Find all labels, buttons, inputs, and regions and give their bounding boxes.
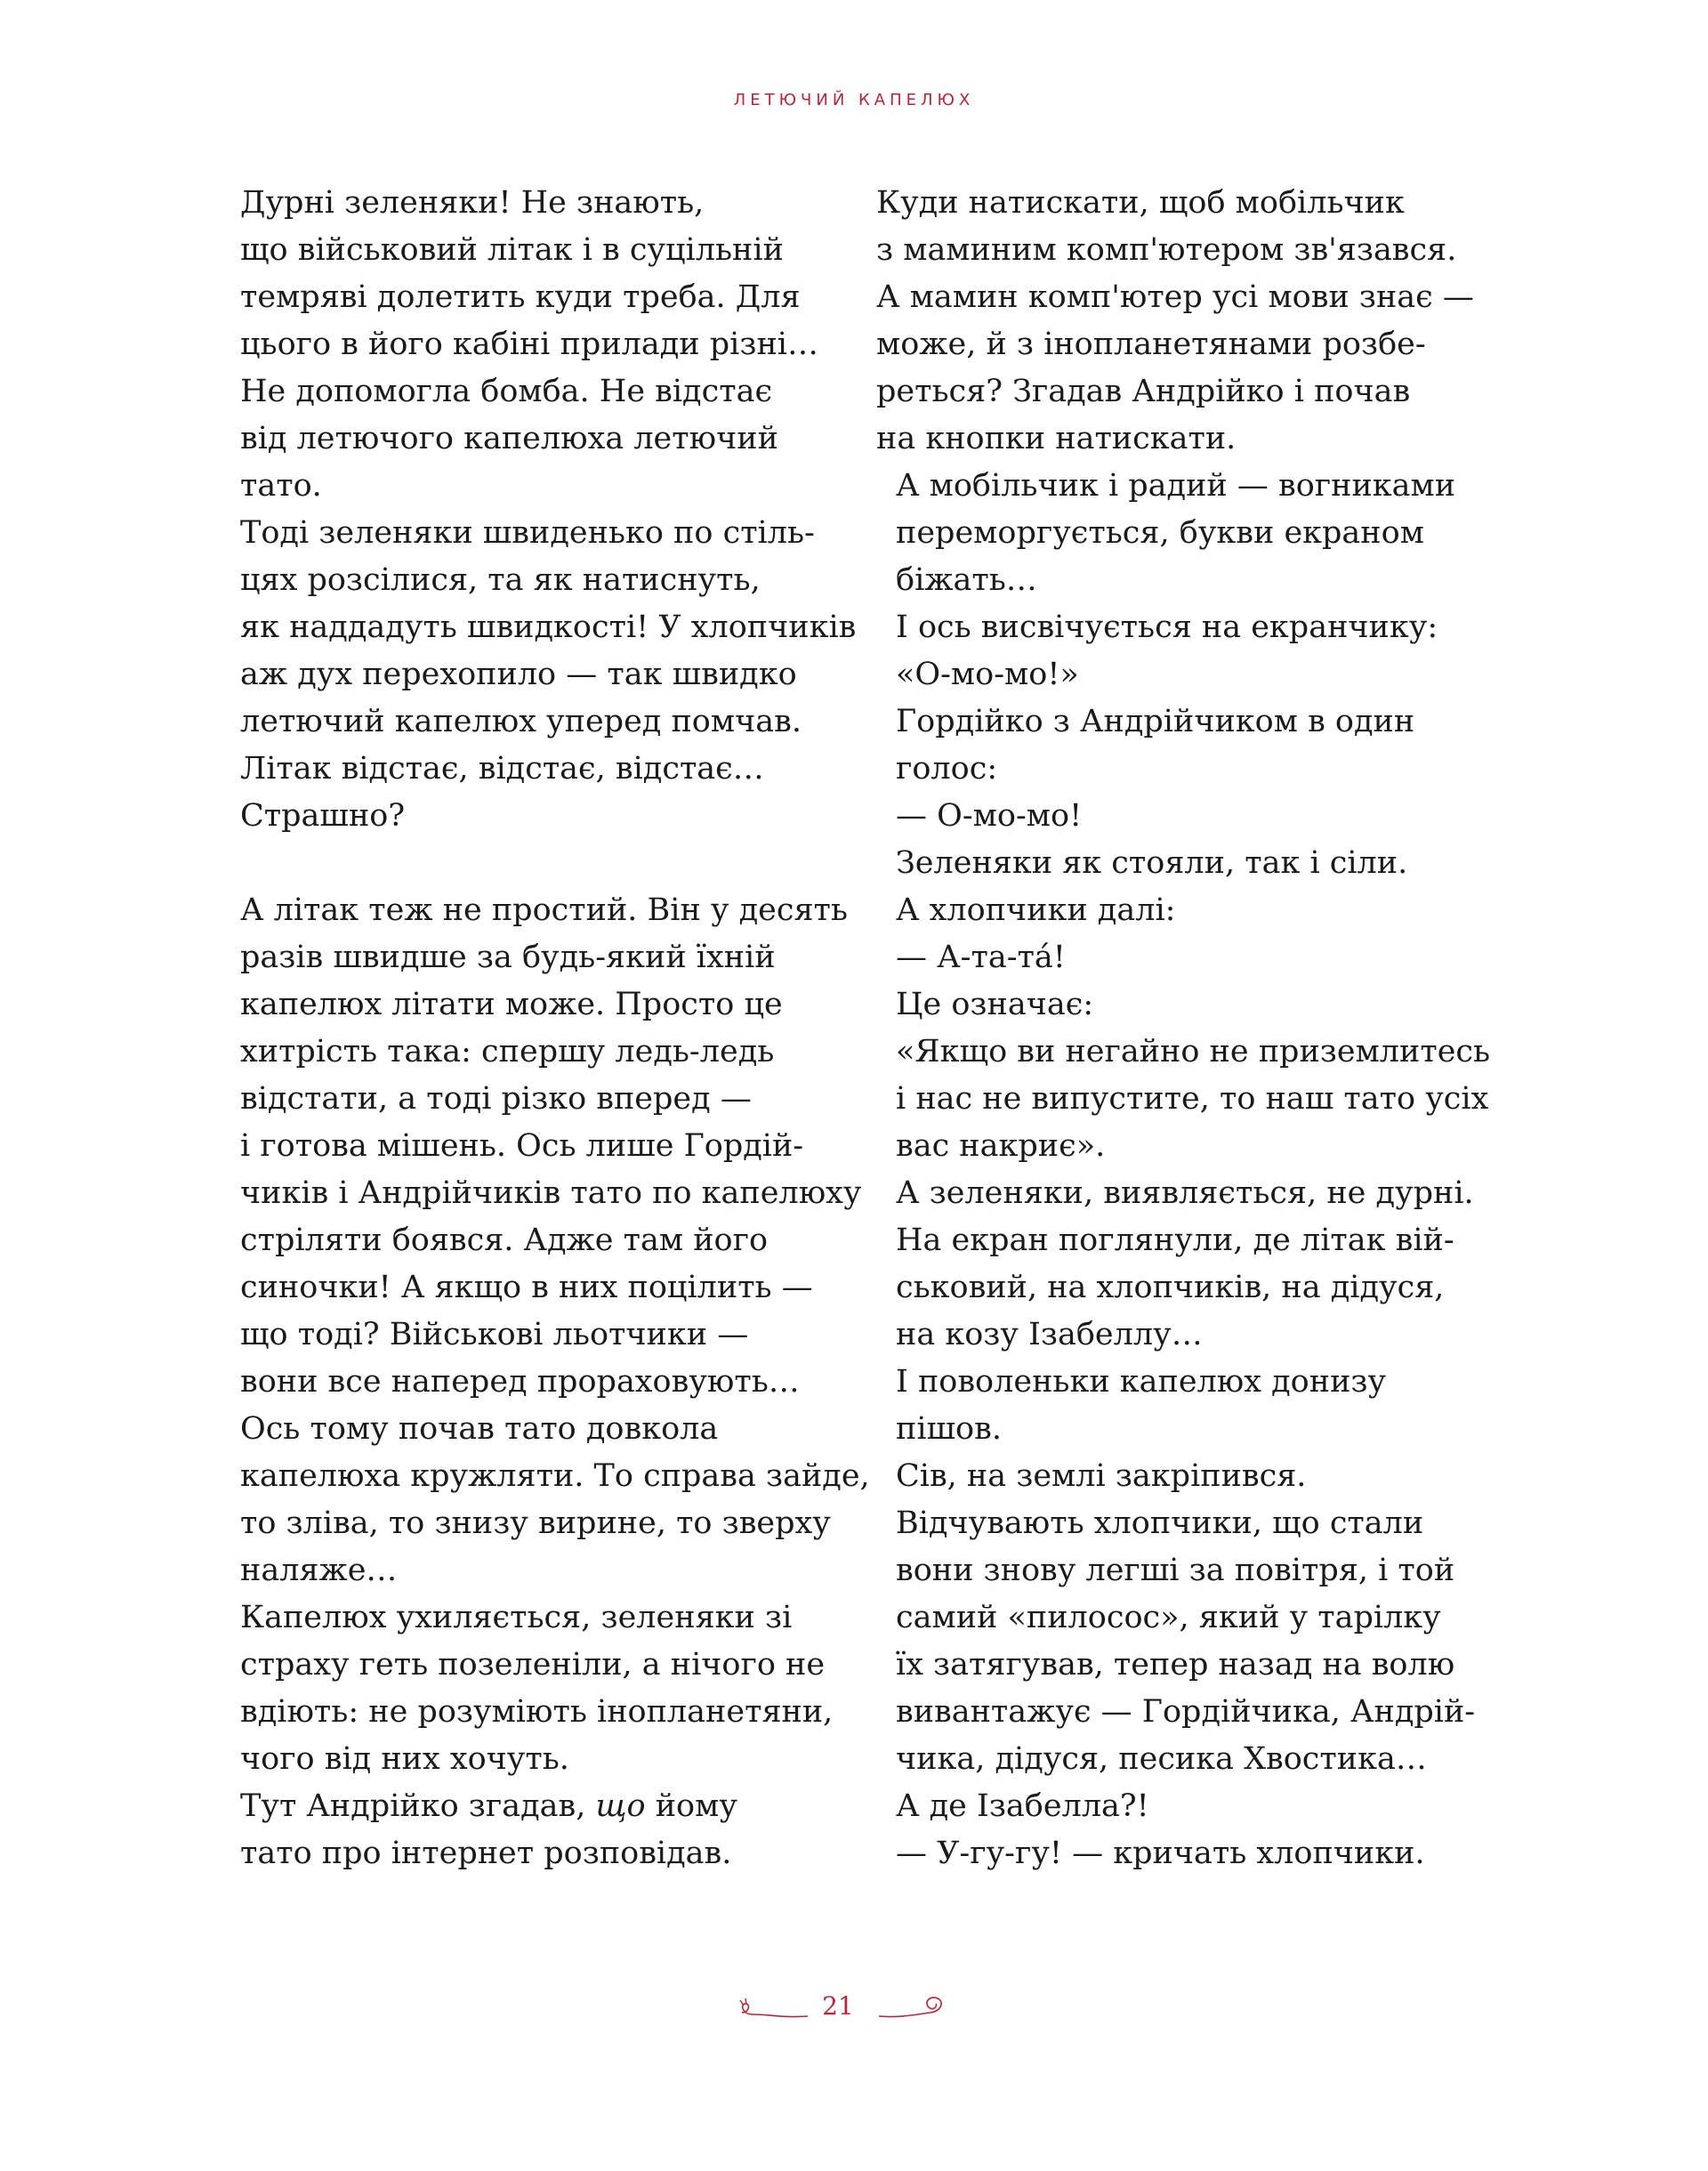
text-line: тато. — [240, 468, 322, 504]
text-line: з маминим комп'ютером зв'язався. — [876, 232, 1457, 268]
text-line: А мобільчик і радий — вогниками — [896, 468, 1456, 504]
text-line: ськовий, на хлопчиків, на дідуся, — [896, 1270, 1445, 1305]
text-line: Сів, на землі закріпився. — [896, 1458, 1307, 1494]
text-line: відстати, а тоді різко вперед — — [240, 1081, 752, 1117]
page-number: 21 — [822, 1991, 854, 2021]
text-line: вас накриє». — [896, 1128, 1106, 1164]
text-line: капелюх літати може. Просто це — [240, 987, 783, 1022]
text-line: на козу Ізабеллу… — [896, 1317, 1203, 1352]
text-line: Дурні зеленяки! Не знають, — [240, 185, 705, 221]
text-line: І поволеньки капелюх донизу — [896, 1364, 1387, 1400]
paragraph — [876, 1500, 1476, 1783]
text-line: від летючого капелюха летючий — [240, 421, 778, 456]
text-line: вони знову легші за повітря, і той — [896, 1553, 1455, 1588]
text-line: їх затягував, тепер назад на волю — [896, 1647, 1455, 1683]
text-line: «Якщо ви негайно не приземлитесь — [896, 1034, 1491, 1069]
paragraph — [876, 1359, 1463, 1453]
text-line: що військовий літак і в суцільній — [240, 232, 784, 268]
text-line: цього в його кабіні прилади різні… — [240, 327, 818, 362]
text-line: реться? Згадав Андрійко і почав — [876, 374, 1411, 409]
text-segment: йому — [645, 1788, 737, 1824]
text-line: стріляти боявся. Адже там його — [240, 1223, 769, 1258]
text-line: Куди натискати, щоб мобільчик — [876, 185, 1405, 221]
text-line: — У-гу-гу! — кричать хлопчики. — [896, 1836, 1425, 1871]
text-line: на кнопки натискати. — [876, 421, 1237, 456]
text-line: — О-мо-мо! — [896, 798, 1083, 834]
text-line: разів швидше за будь-який їхній — [240, 940, 776, 975]
text-line: страху геть позеленіли, а нічого не — [240, 1647, 826, 1683]
paragraph — [876, 1453, 1463, 1500]
text-line: біжать… — [896, 562, 1037, 598]
paragraph — [221, 1783, 808, 1877]
text-line: і нас не випустите, то наш тато усіх — [896, 1081, 1489, 1117]
text-line: Капелюх ухиляється, зеленяки зі — [240, 1600, 793, 1635]
text-line: темряві долетить куди треба. Для — [240, 279, 801, 315]
paragraph — [876, 793, 1463, 840]
right-column — [876, 180, 1491, 1877]
text-line: хитрість така: спершу ледь-ледь — [240, 1034, 775, 1069]
paragraph — [876, 1170, 1474, 1359]
paragraph — [876, 981, 1463, 1029]
text-line: синочки! А якщо в них поцілить — — [240, 1270, 813, 1305]
text-line: Літак відстає, відстає, відстає… — [240, 751, 764, 787]
paragraph — [876, 463, 1463, 604]
text-line: аж дух перехопило — так швидко — [240, 657, 797, 692]
text-line: тато про інтернет розповідав. — [240, 1836, 732, 1871]
text-line: вивантажує — Гордійчика, Андрій- — [896, 1694, 1476, 1730]
left-column — [221, 180, 870, 1877]
text-line: Гордійко з Андрійчиком в один — [896, 704, 1415, 739]
paragraph — [876, 604, 1463, 698]
text-line: Це означає: — [896, 987, 1094, 1022]
text-line: А хлопчики далі: — [896, 892, 1176, 928]
paragraph — [876, 180, 1474, 463]
text-line: як наддадуть швидкості! У хлопчиків — [240, 609, 857, 645]
text-line: наляже… — [240, 1553, 398, 1588]
text-line: голос: — [896, 751, 998, 787]
text-line: чого від них хочуть. — [240, 1741, 569, 1777]
paragraph — [221, 1594, 834, 1783]
text-line: А мамин комп'ютер усі мови знає — — [876, 279, 1474, 315]
paragraph — [876, 1029, 1491, 1170]
text-line: вдіють: не розуміють інопланетяни, — [240, 1694, 834, 1730]
text-line: Відчувають хлопчики, що стали — [896, 1505, 1424, 1541]
text-line: Зеленяки як стояли, так і сіли. — [896, 845, 1408, 881]
text-line: і готова мішень. Ось лише Гордій- — [240, 1128, 804, 1164]
text-line: Ось тому почав тато довкола — [240, 1411, 719, 1447]
text-segment: Тут Андрійко згадав, — [240, 1788, 596, 1824]
text-line — [221, 1783, 808, 1830]
paragraph — [876, 887, 1463, 934]
text-line: вони все наперед прораховують… — [240, 1364, 800, 1400]
paragraph — [876, 934, 1463, 981]
text-line: чика, дідуся, песика Хвостика… — [896, 1741, 1427, 1777]
paragraph — [221, 510, 857, 746]
text-line: то зліва, то знизу вирине, то зверху — [240, 1505, 831, 1541]
text-line: капелюха кружляти. То справа зайде, — [240, 1458, 870, 1494]
text-line: летючий капелюх уперед помчав. — [240, 704, 802, 739]
italic-word: що — [595, 1788, 646, 1824]
text-line: А зеленяки, виявляється, не дурні. — [896, 1175, 1474, 1211]
text-line: цях розсілися, та як натиснуть, — [240, 562, 761, 598]
running-head: ЛЕТЮЧИЙ КАПЕЛЮХ — [733, 91, 975, 109]
text-line: А літак теж не простий. Він у десять — [240, 892, 848, 928]
text-line: може, й з інопланетянами розбе- — [876, 327, 1426, 362]
text-line: переморгується, букви екраном — [896, 515, 1424, 551]
section-break — [221, 840, 808, 887]
paragraph — [221, 887, 862, 1406]
text-line: чиків і Андрійчиків тато по капелюху — [240, 1175, 862, 1211]
paragraph — [876, 698, 1463, 793]
paragraph — [876, 1830, 1463, 1877]
paragraph — [876, 1783, 1463, 1830]
text-line: Тоді зеленяки швиденько по стіль- — [240, 515, 815, 551]
page-footer — [0, 1986, 1708, 2039]
swirl-ornament-right-icon — [877, 1986, 948, 2025]
text-line: «О-мо-мо!» — [896, 657, 1079, 692]
text-line: пішов. — [896, 1411, 1002, 1447]
text-line: І ось висвічується на екранчику: — [896, 609, 1438, 645]
text-line: А де Ізабелла?! — [896, 1788, 1149, 1824]
text-line: Страшно? — [240, 798, 406, 834]
text-line: Не допомогла бомба. Не відстає — [240, 374, 773, 409]
text-line: На екран поглянули, де літак вій- — [896, 1223, 1454, 1258]
paragraph — [221, 368, 808, 510]
text-line: самий «пилосос», який у тарілку — [896, 1600, 1441, 1635]
paragraph — [221, 180, 818, 368]
swirl-ornament-left-icon — [738, 1986, 810, 2025]
paragraph — [221, 746, 808, 840]
paragraph — [221, 1406, 870, 1594]
text-line: що тоді? Військові льотчики — — [240, 1317, 749, 1352]
paragraph — [876, 840, 1463, 887]
text-line: — А-та-тá! — [896, 940, 1066, 975]
